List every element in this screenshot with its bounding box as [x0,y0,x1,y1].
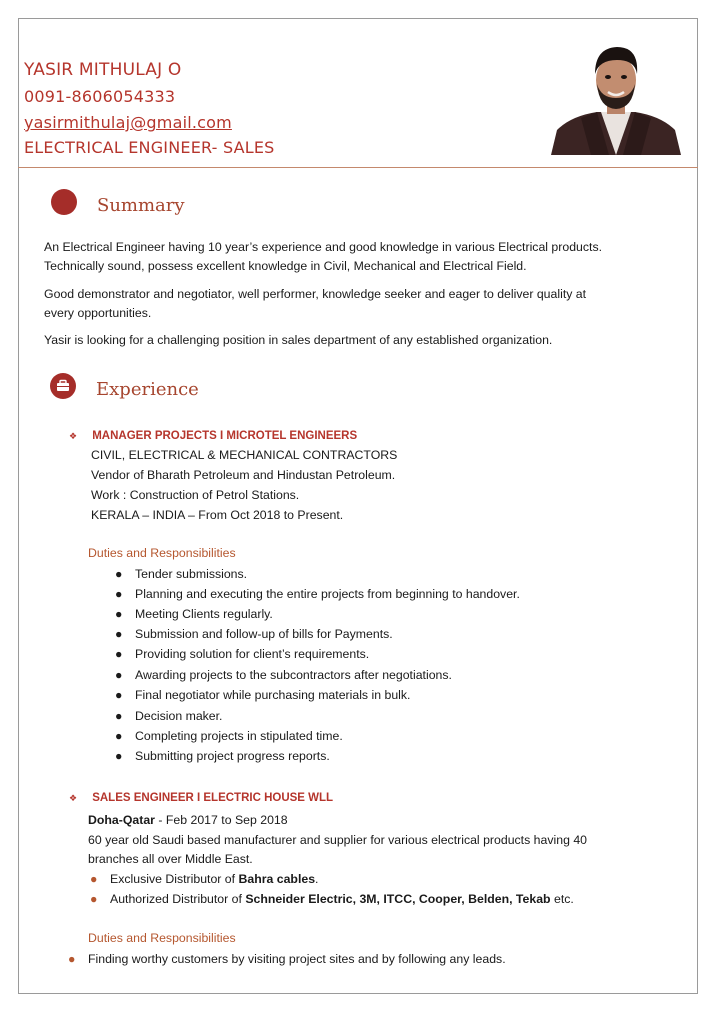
duty-item [115,647,370,661]
duty-item [115,668,452,682]
bullet-dot-icon: ● [115,688,123,702]
job-2-location-period [88,811,288,830]
duty-item [115,627,393,641]
job-1-line: CIVIL, ELECTRICAL & MECHANICAL CONTRACTORS [91,448,398,462]
header-divider [18,167,698,168]
job-2-desc-line: branches all over Middle East. [88,852,253,866]
job-2-duties-label: Duties and Responsibilities [88,931,236,945]
duty-text: Providing solution for client’s requirements. [135,647,370,661]
summary-paragraph-1 [44,238,674,276]
distributor-suffix: etc. [550,892,574,906]
duty-item [115,729,343,743]
duty-item [68,952,506,966]
bullet-dot-icon: ● [115,709,123,723]
job-1-title [69,430,357,442]
job-1-title-text: MANAGER PROJECTS I MICROTEL ENGINEERS [92,430,358,442]
job-1-duties-label: Duties and Responsibilities [88,546,236,560]
duty-text: Meeting Clients regularly. [135,607,273,621]
distributor-text: Exclusive Distributor of [110,872,239,886]
bullet-dot-icon: ● [115,668,123,682]
distributor-item [90,872,319,886]
duty-text: Submitting project progress reports. [135,749,330,763]
distributor-suffix: . [315,872,319,886]
job-2-desc-line: 60 year old Saudi based manufacturer and supplier for various electrical products having 40 [88,833,587,847]
distributor-brand: Bahra cables [238,872,316,886]
candidate-name: YASIR MITHULAJ O [24,60,182,80]
bullet-dot-icon: ● [115,749,123,763]
job-1-line: KERALA – INDIA – From Oct 2018 to Present. [91,508,344,522]
summary-line: every opportunities. [44,306,152,320]
job-2-title [69,792,333,804]
bullet-dot-icon: ● [68,952,76,966]
bullet-dot-icon: ● [115,587,123,601]
duty-text: Completing projects in stipulated time. [135,729,343,743]
job-2-title-text: SALES ENGINEER I ELECTRIC HOUSE WLL [92,792,334,804]
duty-text: Planning and executing the entire projects from beginning to handover. [135,587,520,601]
bullet-dot-icon: ● [90,872,98,886]
summary-line: Technically sound, possess excellent knowledge in Civil, Mechanical and Electrical Field. [44,259,527,273]
distributor-text: Authorized Distributor of [110,892,246,906]
job-2-period: - Feb 2017 to Sep 2018 [154,813,288,827]
duty-text: Submission and follow-up of bills for Payments. [135,627,393,641]
summary-circle-icon [51,189,77,215]
duty-text: Finding worthy customers by visiting project sites and by following any leads. [88,952,506,966]
job-title: ELECTRICAL ENGINEER- SALES [24,138,275,157]
summary-paragraph-3: Yasir is looking for a challenging position in sales department of any established organization. [44,333,553,347]
email-link[interactable]: yasirmithulaj@gmail.com [24,113,232,132]
job-1-line: Vendor of Bharath Petroleum and Hindustan Petroleum. [91,468,396,482]
duty-item [115,587,520,601]
diamond-bullet-icon: ❖ [69,431,78,441]
briefcase-icon [50,373,76,399]
duty-text: Decision maker. [135,709,223,723]
duty-text: Tender submissions. [135,567,248,581]
duty-item [115,567,248,581]
phone-number: 0091-8606054333 [24,87,176,106]
job-2-location: Doha-Qatar [88,813,155,827]
bullet-dot-icon: ● [115,567,123,581]
duty-item [115,749,330,763]
summary-heading: Summary [97,195,185,216]
job-1-line: Work : Construction of Petrol Stations. [91,488,300,502]
duty-item [115,688,411,702]
duty-text: Final negotiator while purchasing materials in bulk. [135,688,411,702]
bullet-dot-icon: ● [115,607,123,621]
bullet-dot-icon: ● [115,647,123,661]
distributor-brand: Schneider Electric, 3M, ITCC, Cooper, Belden, Tekab [245,892,551,906]
bullet-dot-icon: ● [115,729,123,743]
experience-heading: Experience [96,379,199,400]
duty-item [115,607,273,621]
duty-text: Awarding projects to the subcontractors after negotiations. [135,668,452,682]
bullet-dot-icon: ● [90,892,98,906]
summary-line: Good demonstrator and negotiator, well performer, knowledge seeker and eager to deliver quality at [44,287,587,301]
distributor-item [90,892,574,906]
duty-item [115,709,223,723]
summary-paragraph-2 [44,285,674,323]
profile-photo [551,38,681,155]
diamond-bullet-icon: ❖ [69,793,78,803]
summary-line: An Electrical Engineer having 10 year’s experience and good knowledge in various Electrical products. [44,240,603,254]
bullet-dot-icon: ● [115,627,123,641]
